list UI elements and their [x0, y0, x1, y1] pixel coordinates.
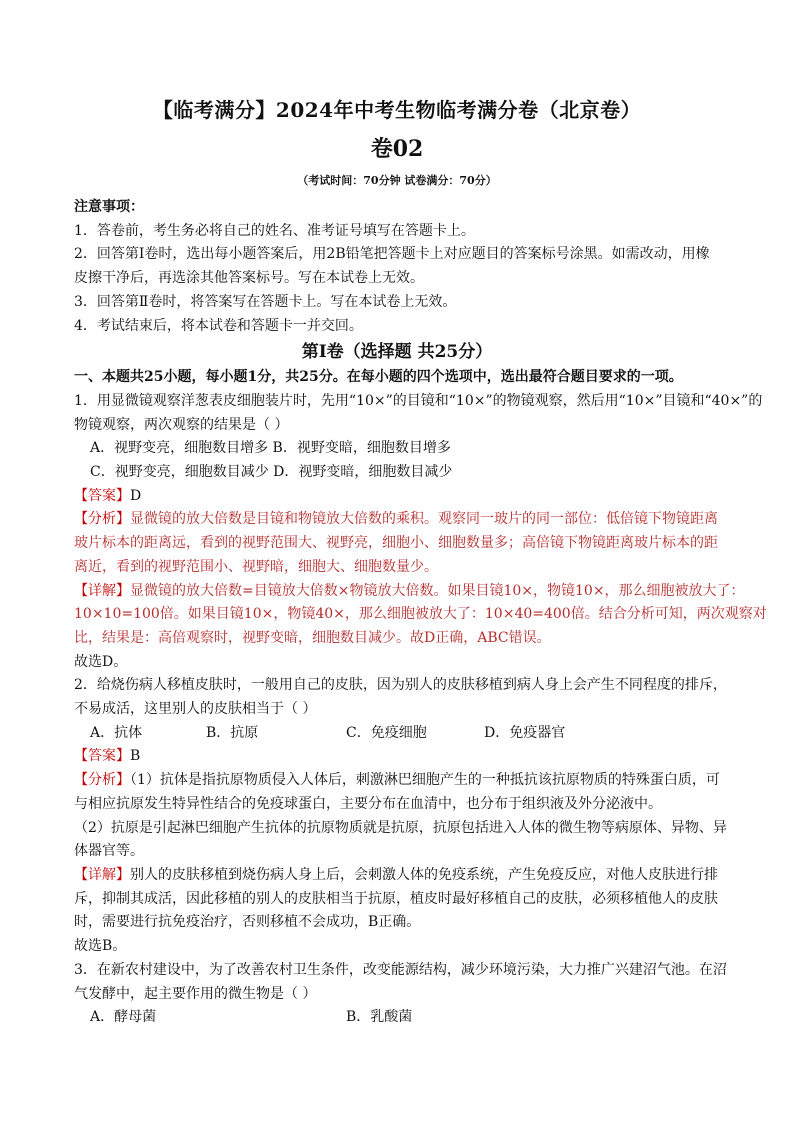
notice-item: 4．考试结束后，将本试卷和答题卡一并交回。: [74, 317, 363, 334]
q3-stem: 3．在新农村建设中，为了改善农村卫生条件，改变能源结构，减少环境污染，大力推广兴建沼气池。在沼: [74, 961, 727, 978]
notice-item: 3．回答第Ⅱ卷时，将答案写在答题卡上。写在本试卷上无效。: [74, 293, 457, 310]
analysis-text: 显微镜的放大倍数是目镜和物镜放大倍数的乘积。观察同一玻片的同一部位：低倍镜下物镜距离: [130, 511, 718, 528]
q2-detail: [74, 864, 720, 888]
q1-analysis-cont: 玻片标本的距离远，看到的视野范围大、视野亮，细胞小、细胞数量多；高倍镜下物镜距离玻片标本的距: [74, 535, 718, 552]
q2-options-row: [74, 722, 720, 746]
option-a: A．抗体: [90, 724, 143, 741]
answer-value: D: [130, 487, 142, 504]
detail-tag: 【详解】: [74, 582, 130, 599]
q1-options-row: C．视野变亮，细胞数目减少 D．视野变暗，细胞数目减少: [90, 464, 453, 481]
q2-analysis: [74, 769, 720, 793]
notice-item: 1．答卷前，考生务必将自己的姓名、准考证号填写在答题卡上。: [74, 222, 475, 239]
q2-detail-cont: 斥，抑制其成活，因此移植的别人的皮肤相当于抗原，植皮时最好移植自己的皮肤，必须移植他人的皮肤: [74, 890, 718, 907]
q1-stem: 1．用显微镜观察洋葱表皮细胞装片时，先用“10×”的目镜和“10×”的物镜观察，然后用“10×”目镜和“40×”的: [74, 392, 763, 409]
q1-detail-cont: 比，结果是：高倍观察时，视野变暗，细胞数目减少。故D正确，ABC错误。: [74, 629, 551, 646]
answer-tag: 【答案】: [74, 748, 130, 765]
notice-item: 皮擦干净后，再选涂其他答案标号。写在本试卷上无效。: [74, 270, 424, 287]
notice-item: 2．回答第Ⅰ卷时，选出每小题答案后，用2B铅笔把答题卡上对应题目的答案标号涂黑。如需改动，用橡: [74, 246, 710, 263]
answer-value: B: [130, 748, 141, 765]
q2-answer: [74, 745, 720, 769]
analysis-tag: 【分析】: [74, 772, 130, 789]
q1-answer: [74, 485, 720, 509]
q2-analysis-cont: 与相应抗原发生特异性结合的免疫球蛋白，主要分布在血清中，也分布于组织液及外分泌液中。: [74, 795, 662, 812]
q1-analysis: [74, 508, 720, 532]
option-b: B．抗原: [206, 724, 259, 741]
option-a: A．酵母菌: [90, 1009, 157, 1026]
option-d: D．免疫器官: [484, 724, 566, 741]
detail-tag: 【详解】: [74, 866, 130, 883]
document-body: [74, 196, 767, 1030]
answer-tag: 【答案】: [74, 487, 130, 504]
q1-conclusion: 故选D。: [74, 653, 128, 670]
option-b: B．乳酸菌: [346, 1009, 413, 1026]
q1-options-row: A．视野变亮，细胞数目增多 B．视野变暗，细胞数目增多: [90, 440, 451, 457]
exam-meta: （考试时间：70分钟 试卷满分：70分）: [297, 174, 497, 187]
q2-detail-cont: 时，需要进行抗免疫治疗，否则移植不会成功，B正确。: [74, 914, 421, 931]
q2-analysis-cont: （2）抗原是引起淋巴细胞产生抗体的抗原物质就是抗原，抗原包括进入人体的微生物等病原体、异物、异: [74, 819, 727, 836]
section-title: 第Ⅰ卷（选择题 共25分）: [301, 342, 493, 363]
analysis-tag: 【分析】: [74, 511, 130, 528]
detail-text: 别人的皮肤移植到烧伤病人身上后，会刺激人体的免疫系统，产生免疫反应，对他人皮肤进行排: [130, 866, 718, 883]
q2-stem: 不易成活，这里别人的皮肤相当于（ ）: [74, 701, 317, 718]
paper-number: 卷02: [370, 136, 424, 162]
q1-detail-cont: 10×10=100倍。如果目镜10×，物镜40×，那么细胞被放大了：10×40=400倍。结合分析可知，两次观察对: [74, 606, 767, 623]
q2-analysis-cont: 体器官等。: [74, 843, 144, 860]
option-c: C．免疫细胞: [346, 724, 427, 741]
q3-stem: 气发酵中，起主要作用的微生物是（ ）: [74, 985, 317, 1002]
q3-options-row: [74, 1006, 720, 1030]
detail-text: 显微镜的放大倍数=目镜放大倍数×物镜放大倍数。如果目镜10×，物镜10×，那么细胞被放大了：: [130, 582, 745, 599]
analysis-text: （1）抗体是指抗原物质侵入人体后，刺激淋巴细胞产生的一种抵抗该抗原物质的特殊蛋白质，可: [130, 772, 720, 789]
q2-conclusion: 故选B。: [74, 938, 127, 955]
q1-analysis-cont: 离近，看到的视野范围小、视野暗，细胞大、细胞数量少。: [74, 558, 438, 575]
q1-stem: 物镜观察，两次观察的结果是（ ）: [74, 416, 289, 433]
q1-detail: [74, 580, 745, 604]
notice-heading: 注意事项：: [74, 199, 144, 215]
section-instruction: 一、本题共25小题，每小题1分，共25分。在每小题的四个选项中，选出最符合题目要求的一项。: [74, 369, 683, 386]
q2-stem: 2．给烧伤病人移植皮肤时，一般用自己的皮肤，因为别人的皮肤移植到病人身上会产生不同程度的排斥，: [74, 677, 727, 694]
page-title: 【临考满分】2024年中考生物临考满分卷（北京卷）: [152, 98, 642, 122]
